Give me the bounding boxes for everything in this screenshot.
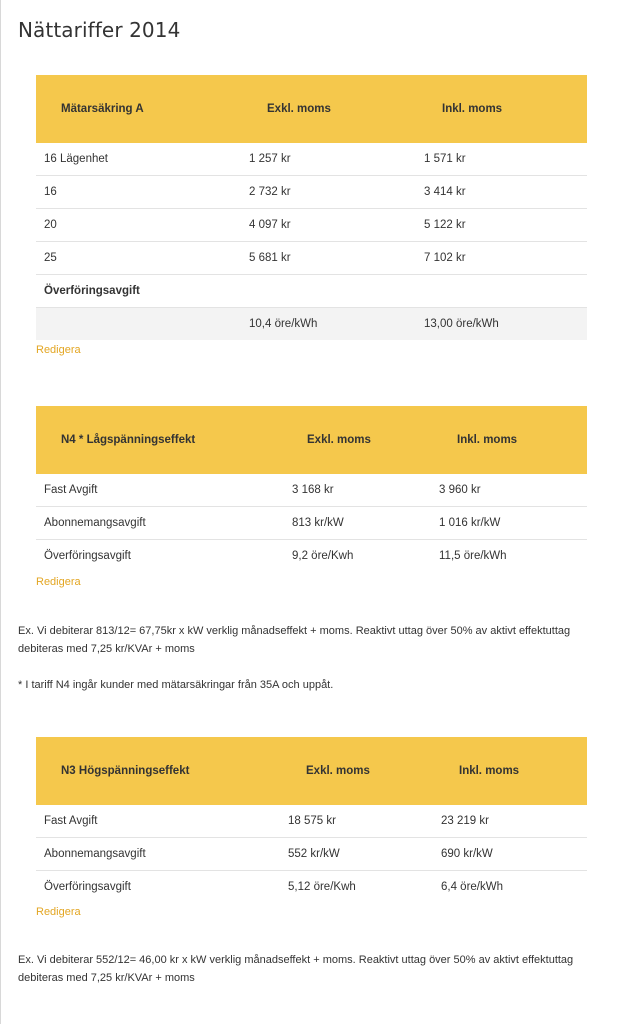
fuse-cell (36, 308, 249, 341)
incl-vat-cell: 690 kr/kW (441, 838, 587, 871)
tariff-table-fuse (36, 75, 587, 340)
fuse-cell: 16 Lägenhet (36, 143, 249, 176)
incl-vat-cell: 3 960 kr (439, 474, 587, 507)
excl-vat-cell: 10,4 öre/kWh (249, 308, 424, 341)
table-header-row (36, 75, 587, 143)
table-row (36, 209, 587, 242)
header-tariff-n4: N4 * Lågspänningseffekt (36, 406, 285, 474)
table-row (36, 507, 587, 540)
tariff-table-n3 (36, 737, 587, 903)
header-excl-vat: Exkl. moms (285, 406, 439, 474)
table-row (36, 474, 587, 507)
incl-vat-cell: 3 414 kr (424, 176, 587, 209)
left-border (0, 0, 1, 1024)
incl-vat-cell: 13,00 öre/kWh (424, 308, 587, 341)
excl-vat-cell: 813 kr/kW (285, 507, 439, 540)
table-row (36, 838, 587, 871)
incl-vat-cell: 11,5 öre/kWh (439, 550, 507, 562)
table-row (36, 176, 587, 209)
header-incl-vat: Inkl. moms (439, 406, 587, 474)
billing-example-note: Ex. Vi debiterar 813/12= 67,75kr x kW verklig månadseffekt + moms. Reaktivt uttag över 50% av aktivt effektuttag debiteras med 7,25 kr/KVAr + moms (18, 625, 571, 655)
table-row (36, 242, 587, 275)
fuse-cell: 25 (36, 242, 249, 275)
tariff-table-n4 (36, 406, 587, 572)
excl-vat-cell: 4 097 kr (249, 209, 424, 242)
excl-vat-cell: 5,12 öre/Kwh (288, 881, 356, 893)
incl-vat-cell: 6,4 öre/kWh (441, 881, 503, 893)
edit-link[interactable]: Redigera (36, 344, 81, 356)
fuse-cell: 20 (36, 209, 249, 242)
table-header-row (36, 737, 587, 805)
table-header-row (36, 406, 587, 474)
header-excl-vat: Exkl. moms (249, 75, 424, 143)
incl-vat-cell: 5 122 kr (424, 209, 587, 242)
fee-name-cell: Överföringsavgift (44, 881, 131, 893)
header-incl-vat: Inkl. moms (424, 75, 587, 143)
incl-vat-cell: 1 571 kr (424, 143, 587, 176)
edit-link[interactable]: Redigera (36, 906, 81, 918)
header-tariff-n3: N3 Högspänningseffekt (36, 737, 288, 805)
table-row (36, 871, 587, 904)
page-title: Nättariffer 2014 (18, 18, 181, 42)
excl-vat-cell: 1 257 kr (249, 143, 424, 176)
edit-link[interactable]: Redigera (36, 576, 81, 588)
table-row (36, 143, 587, 176)
fuse-cell: 16 (36, 176, 249, 209)
header-incl-vat: Inkl. moms (441, 737, 587, 805)
excl-vat-cell: 3 168 kr (285, 474, 439, 507)
excl-vat-cell: 5 681 kr (249, 242, 424, 275)
incl-vat-cell: 7 102 kr (424, 242, 587, 275)
tariff-footnote: * I tariff N4 ingår kunder med mätarsäkringar från 35A och uppåt. (18, 679, 334, 691)
fee-name-cell: Fast Avgift (36, 474, 285, 507)
fee-name-cell: Fast Avgift (36, 805, 288, 838)
incl-vat-cell: 1 016 kr/kW (439, 507, 587, 540)
table-row (36, 805, 587, 838)
table-subheading-row (36, 275, 587, 308)
table-row (36, 540, 587, 573)
fee-name-cell: Abonnemangsavgift (36, 507, 285, 540)
table-row (36, 308, 587, 341)
excl-vat-cell: 552 kr/kW (288, 838, 441, 871)
billing-example-note: Ex. Vi debiterar 552/12= 46,00 kr x kW verklig månadseffekt + moms. Reaktivt uttag över 50% av aktivt effektuttag debiteras med 7,25 kr/KVAr + moms (18, 954, 574, 984)
fee-name-cell: Överföringsavgift (44, 550, 131, 562)
excl-vat-cell: 9,2 öre/Kwh (292, 550, 354, 562)
header-excl-vat: Exkl. moms (288, 737, 441, 805)
fee-name-cell: Abonnemangsavgift (36, 838, 288, 871)
excl-vat-cell: 2 732 kr (249, 176, 424, 209)
excl-vat-cell: 18 575 kr (288, 805, 441, 838)
incl-vat-cell: 23 219 kr (441, 805, 587, 838)
transfer-fee-heading: Överföringsavgift (36, 275, 249, 308)
header-fuse: Mätarsäkring A (36, 75, 249, 143)
